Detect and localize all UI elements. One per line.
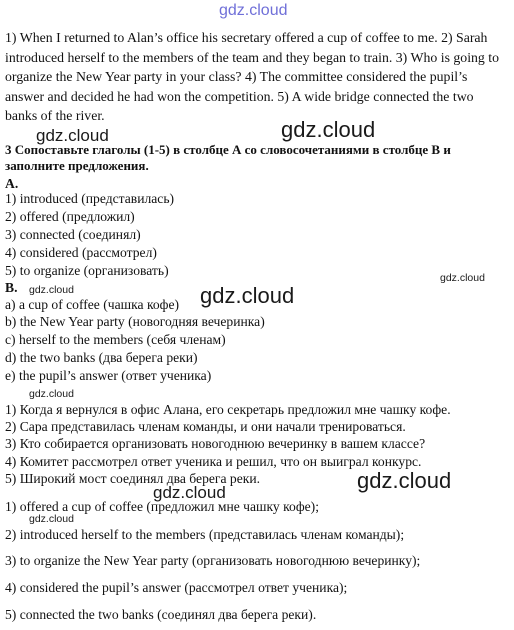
watermark-center: gdz.cloud <box>281 117 376 142</box>
answer-line: 5) connected the two banks (соединял два берега реки). <box>5 607 317 622</box>
column-a-item: 5) to organize (организовать) <box>5 263 169 278</box>
column-a-item: 1) introduced (представилась) <box>5 191 175 206</box>
watermark-small: gdz.cloud <box>29 284 74 296</box>
watermark-small: gdz.cloud <box>29 388 74 400</box>
translation-line: 1) Когда я вернулся в офис Алана, его секретарь предложил мне чашку кофе. <box>5 402 451 417</box>
answer-line: 1) offered a cup of coffee (предложил мне чашку кофе); <box>5 499 319 514</box>
column-a-item: 4) considered (рассмотрел) <box>5 245 157 260</box>
watermark-right: gdz.cloud <box>357 468 452 493</box>
translation-line: 3) Кто собирается организовать новогоднюю вечеринку в вашем классе? <box>5 436 426 451</box>
translation-line: 5) Широкий мост соединял два берега реки. <box>5 471 261 486</box>
watermark-small: gdz.cloud <box>29 513 74 525</box>
column-b-item: e) the pupil’s answer (ответ ученика) <box>5 368 212 383</box>
column-a-item: 2) offered (предложил) <box>5 209 135 224</box>
column-a-label: A. <box>5 176 19 191</box>
translation-line: 2) Сара представилась членам команды, и они начали тренироваться. <box>5 419 406 434</box>
column-b-item: a) a cup of coffee (чашка кофе) <box>5 297 180 312</box>
translation-line: 4) Комитет рассмотрел ответ ученика и решил, что он выиграл конкурс. <box>5 454 422 469</box>
watermark-mid: gdz.cloud <box>200 283 295 308</box>
task-title: 3 Сопоставьте глаголы (1-5) в столбце А со словосочетаниями в столбце В и заполните предложения. <box>5 142 451 173</box>
column-b-item: d) the two banks (два берега реки) <box>5 350 198 365</box>
column-a-item: 3) connected (соединял) <box>5 227 141 242</box>
answer-line: 2) introduced herself to the members (представилась членам команды); <box>5 527 405 542</box>
watermark-lower: gdz.cloud <box>153 483 226 502</box>
watermark-small: gdz.cloud <box>440 272 485 284</box>
watermark-left: gdz.cloud <box>36 126 109 145</box>
answer-line: 3) to organize the New Year party (организовать новогоднюю вечеринку); <box>5 553 421 568</box>
answer-line: 4) considered the pupil’s answer (рассмотрел ответ ученика); <box>5 580 348 595</box>
intro-paragraph: 1) When I returned to Alan’s office his secretary offered a cup of coffee to me. 2) Sarah introduced herself to the members of the team and they began to train. 3) Who is going to organize the New Year party in your class? 4) The committee considered the pupil’s answer and decided he had won the competition. 5) A wide bridge connected the two banks of the river. <box>5 30 499 124</box>
watermark-top: gdz.cloud <box>219 2 288 19</box>
column-b-label: B. <box>5 280 18 295</box>
column-b-item: b) the New Year party (новогодняя вечеринка) <box>5 314 265 329</box>
column-b-item: c) herself to the members (себя членам) <box>5 332 226 347</box>
